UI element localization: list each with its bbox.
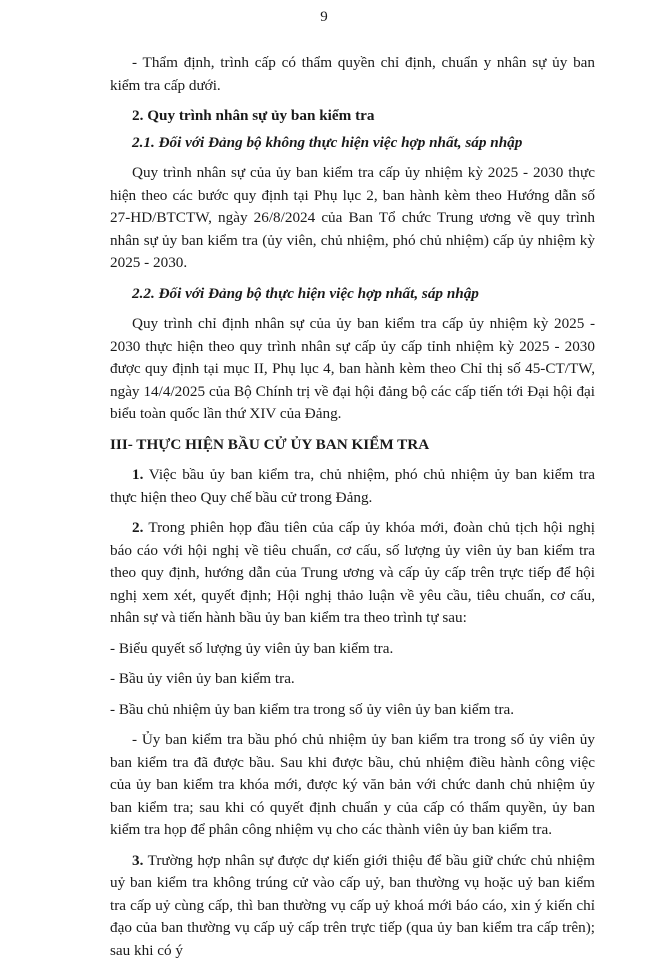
item-text: Trường hợp nhân sự được dự kiến giới thiệu để bầu giữ chức chủ nhiệm uỷ ban kiểm tra không trúng cử vào cấp uỷ, ban thường vụ hoặc uỷ ban kiểm tra cấp uỷ cùng cấp, thì ban thường vụ cấp uỷ khoá mới báo cáo, xin ý kiến chỉ đạo của ban thường vụ cấp uỷ cấp trên trực tiếp (qua ủy ban kiểm tra cấp trên); sau khi có ý: [110, 852, 595, 959]
heading-section-iii: III- THỰC HIỆN BẦU CỬ ỦY BAN KIỂM TRA: [110, 434, 595, 457]
paragraph-item-1: [110, 464, 595, 509]
bullet-elect-chair: - Bầu chủ nhiệm ủy ban kiểm tra trong số ủy viên ủy ban kiểm tra.: [110, 699, 595, 722]
item-number: 1.: [132, 466, 143, 483]
paragraph-bullet-appraise: - Thẩm định, trình cấp có thẩm quyền chỉ định, chuẩn y nhân sự ủy ban kiểm tra cấp dưới.: [110, 52, 595, 97]
paragraph-item-3: [110, 850, 595, 962]
bullet-vote-count: - Biểu quyết số lượng ủy viên ủy ban kiểm tra.: [110, 638, 595, 661]
item-number: 3.: [132, 852, 143, 869]
bullet-elect-vice-chair: - Ủy ban kiểm tra bầu phó chủ nhiệm ủy ban kiểm tra trong số ủy viên ủy ban kiểm tra đã được bầu. Sau khi được bầu, chủ nhiệm điều hành công việc của ủy ban kiểm tra khóa mới, được ký văn bản với chức danh chủ nhiệm ủy ban kiểm tra; sau khi có quyết định chuẩn y của cấp có thẩm quyền, ủy ban kiểm tra họp để phân công nhiệm vụ cho các thành viên ủy ban kiểm tra.: [110, 729, 595, 842]
paragraph-2-2-body: Quy trình chỉ định nhân sự của ủy ban kiểm tra cấp ủy nhiệm kỳ 2025 - 2030 thực hiện theo quy trình nhân sự cấp ủy cấp tỉnh nhiệm kỳ 2025 - 2030 được quy định tại mục II, Phụ lục 4, ban hành kèm theo Chỉ thị số 45-CT/TW, ngày 14/4/2025 của Bộ Chính trị về đại hội đảng bộ các cấp tiến tới Đại hội đại biểu toàn quốc lần thứ XIV của Đảng.: [110, 313, 595, 426]
heading-section-2: 2. Quy trình nhân sự ủy ban kiểm tra: [110, 105, 595, 128]
heading-section-2-1: 2.1. Đối với Đảng bộ không thực hiện việc hợp nhất, sáp nhập: [110, 132, 595, 155]
document-body: [110, 52, 595, 962]
heading-section-2-2: 2.2. Đối với Đảng bộ thực hiện việc hợp nhất, sáp nhập: [110, 283, 595, 306]
paragraph-item-2: [110, 517, 595, 630]
bullet-elect-members: - Bầu ủy viên ủy ban kiểm tra.: [110, 668, 595, 691]
item-text: Việc bầu ủy ban kiểm tra, chủ nhiệm, phó chủ nhiệm ủy ban kiểm tra thực hiện theo Quy chế bầu cử trong Đảng.: [110, 466, 595, 506]
item-text: Trong phiên họp đầu tiên của cấp ủy khóa mới, đoàn chủ tịch hội nghị báo cáo với hội nghị về tiêu chuẩn, cơ cấu, số lượng ủy viên ủy ban kiểm tra theo quy định, hướng dẫn của Trung ương và cấp ủy cấp trên trực tiếp để hội nghị xem xét, quyết định; Hội nghị thảo luận về yêu cầu, tiêu chuẩn, cơ cấu, nhân sự và tiến hành bầu ủy ban kiểm tra theo trình tự sau:: [110, 519, 595, 626]
page-number: 9: [0, 9, 648, 26]
item-number: 2.: [132, 519, 143, 536]
paragraph-2-1-body: Quy trình nhân sự của ủy ban kiểm tra cấp ủy nhiệm kỳ 2025 - 2030 thực hiện theo các bước quy định tại Phụ lục 2, ban hành kèm theo Hướng dẫn số 27-HD/BTCTW, ngày 26/8/2024 của Ban Tổ chức Trung ương về quy trình nhân sự ủy ban kiểm tra (ủy viên, chủ nhiệm, phó chủ nhiệm) cấp ủy nhiệm kỳ 2025 - 2030.: [110, 162, 595, 275]
